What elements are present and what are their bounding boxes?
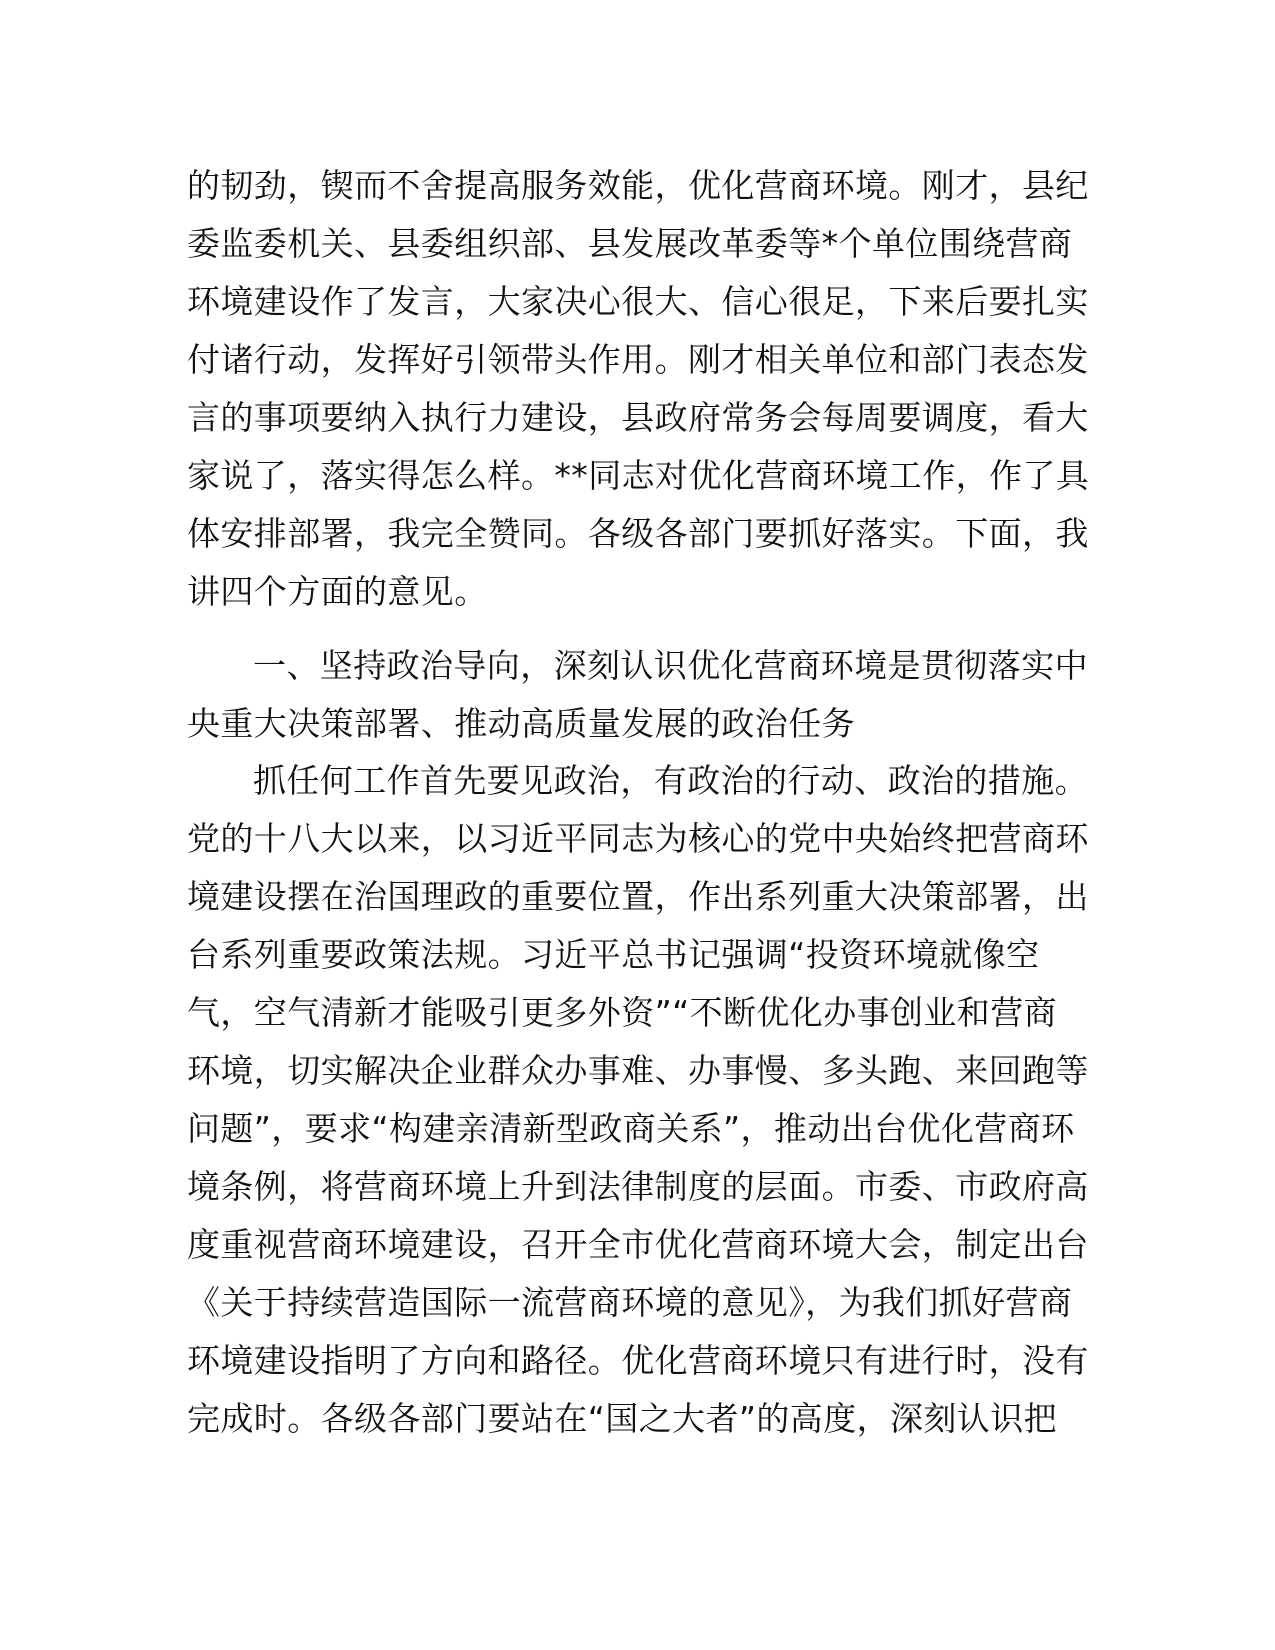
text-line: 环境，切实解决企业群众办事难、办事慢、多头跑、来回跑等: [187, 1051, 1089, 1090]
text-line: 境建设摆在治国理政的重要位置，作出系列重大决策部署，出: [187, 877, 1089, 916]
text-line: 体安排部署，我完全赞同。各级各部门要抓好落实。下面，我: [187, 514, 1089, 553]
heading-line: 央重大决策部署、推动高质量发展的政治任务: [187, 704, 855, 743]
text-line: 委监委机关、县委组织部、县发展改革委等*个单位围绕营商: [187, 224, 1073, 263]
paragraph-body: [187, 752, 1091, 1448]
text-line: 问题”，要求“构建亲清新型政商关系”，推动出台优化营商环: [187, 1109, 1075, 1148]
text-line: 党的十八大以来，以习近平同志为核心的党中央始终把营商环: [187, 819, 1089, 858]
text-line: 度重视营商环境建设，召开全市优化营商环境大会，制定出台: [187, 1225, 1089, 1264]
text-line: 完成时。各级各部门要站在“国之大者”的高度，深刻认识把: [187, 1399, 1057, 1438]
text-line: 讲四个方面的意见。: [187, 572, 488, 611]
text-line: 台系列重要政策法规。习近平总书记强调“投资环境就像空: [187, 935, 1040, 974]
paragraph-intro: [187, 157, 1091, 621]
text-line: 境条例，将营商环境上升到法律制度的层面。市委、市政府高: [187, 1167, 1089, 1206]
text-line: 言的事项要纳入执行力建设，县政府常务会每周要调度，看大: [187, 398, 1089, 437]
heading-line: 一、坚持政治导向，深刻认识优化营商环境是贯彻落实中: [253, 646, 1088, 685]
text-line: 气，空气清新才能吸引更多外资”“不断优化办事创业和营商: [187, 993, 1057, 1032]
text-line: 的韧劲，锲而不舍提高服务效能，优化营商环境。刚才，县纪: [187, 166, 1089, 205]
text-line: 环境建设指明了方向和路径。优化营商环境只有进行时，没有: [187, 1341, 1089, 1380]
section-heading: [187, 637, 1091, 753]
text-line: 抓任何工作首先要见政治，有政治的行动、政治的措施。: [253, 761, 1088, 800]
text-line: 付诸行动，发挥好引领带头作用。刚才相关单位和部门表态发: [187, 340, 1089, 379]
text-line: 环境建设作了发言，大家决心很大、信心很足，下来后要扎实: [187, 282, 1089, 321]
text-line: 《关于持续营造国际一流营商环境的意见》，为我们抓好营商: [187, 1283, 1073, 1322]
text-line: 家说了，落实得怎么样。**同志对优化营商环境工作，作了具: [187, 456, 1090, 495]
